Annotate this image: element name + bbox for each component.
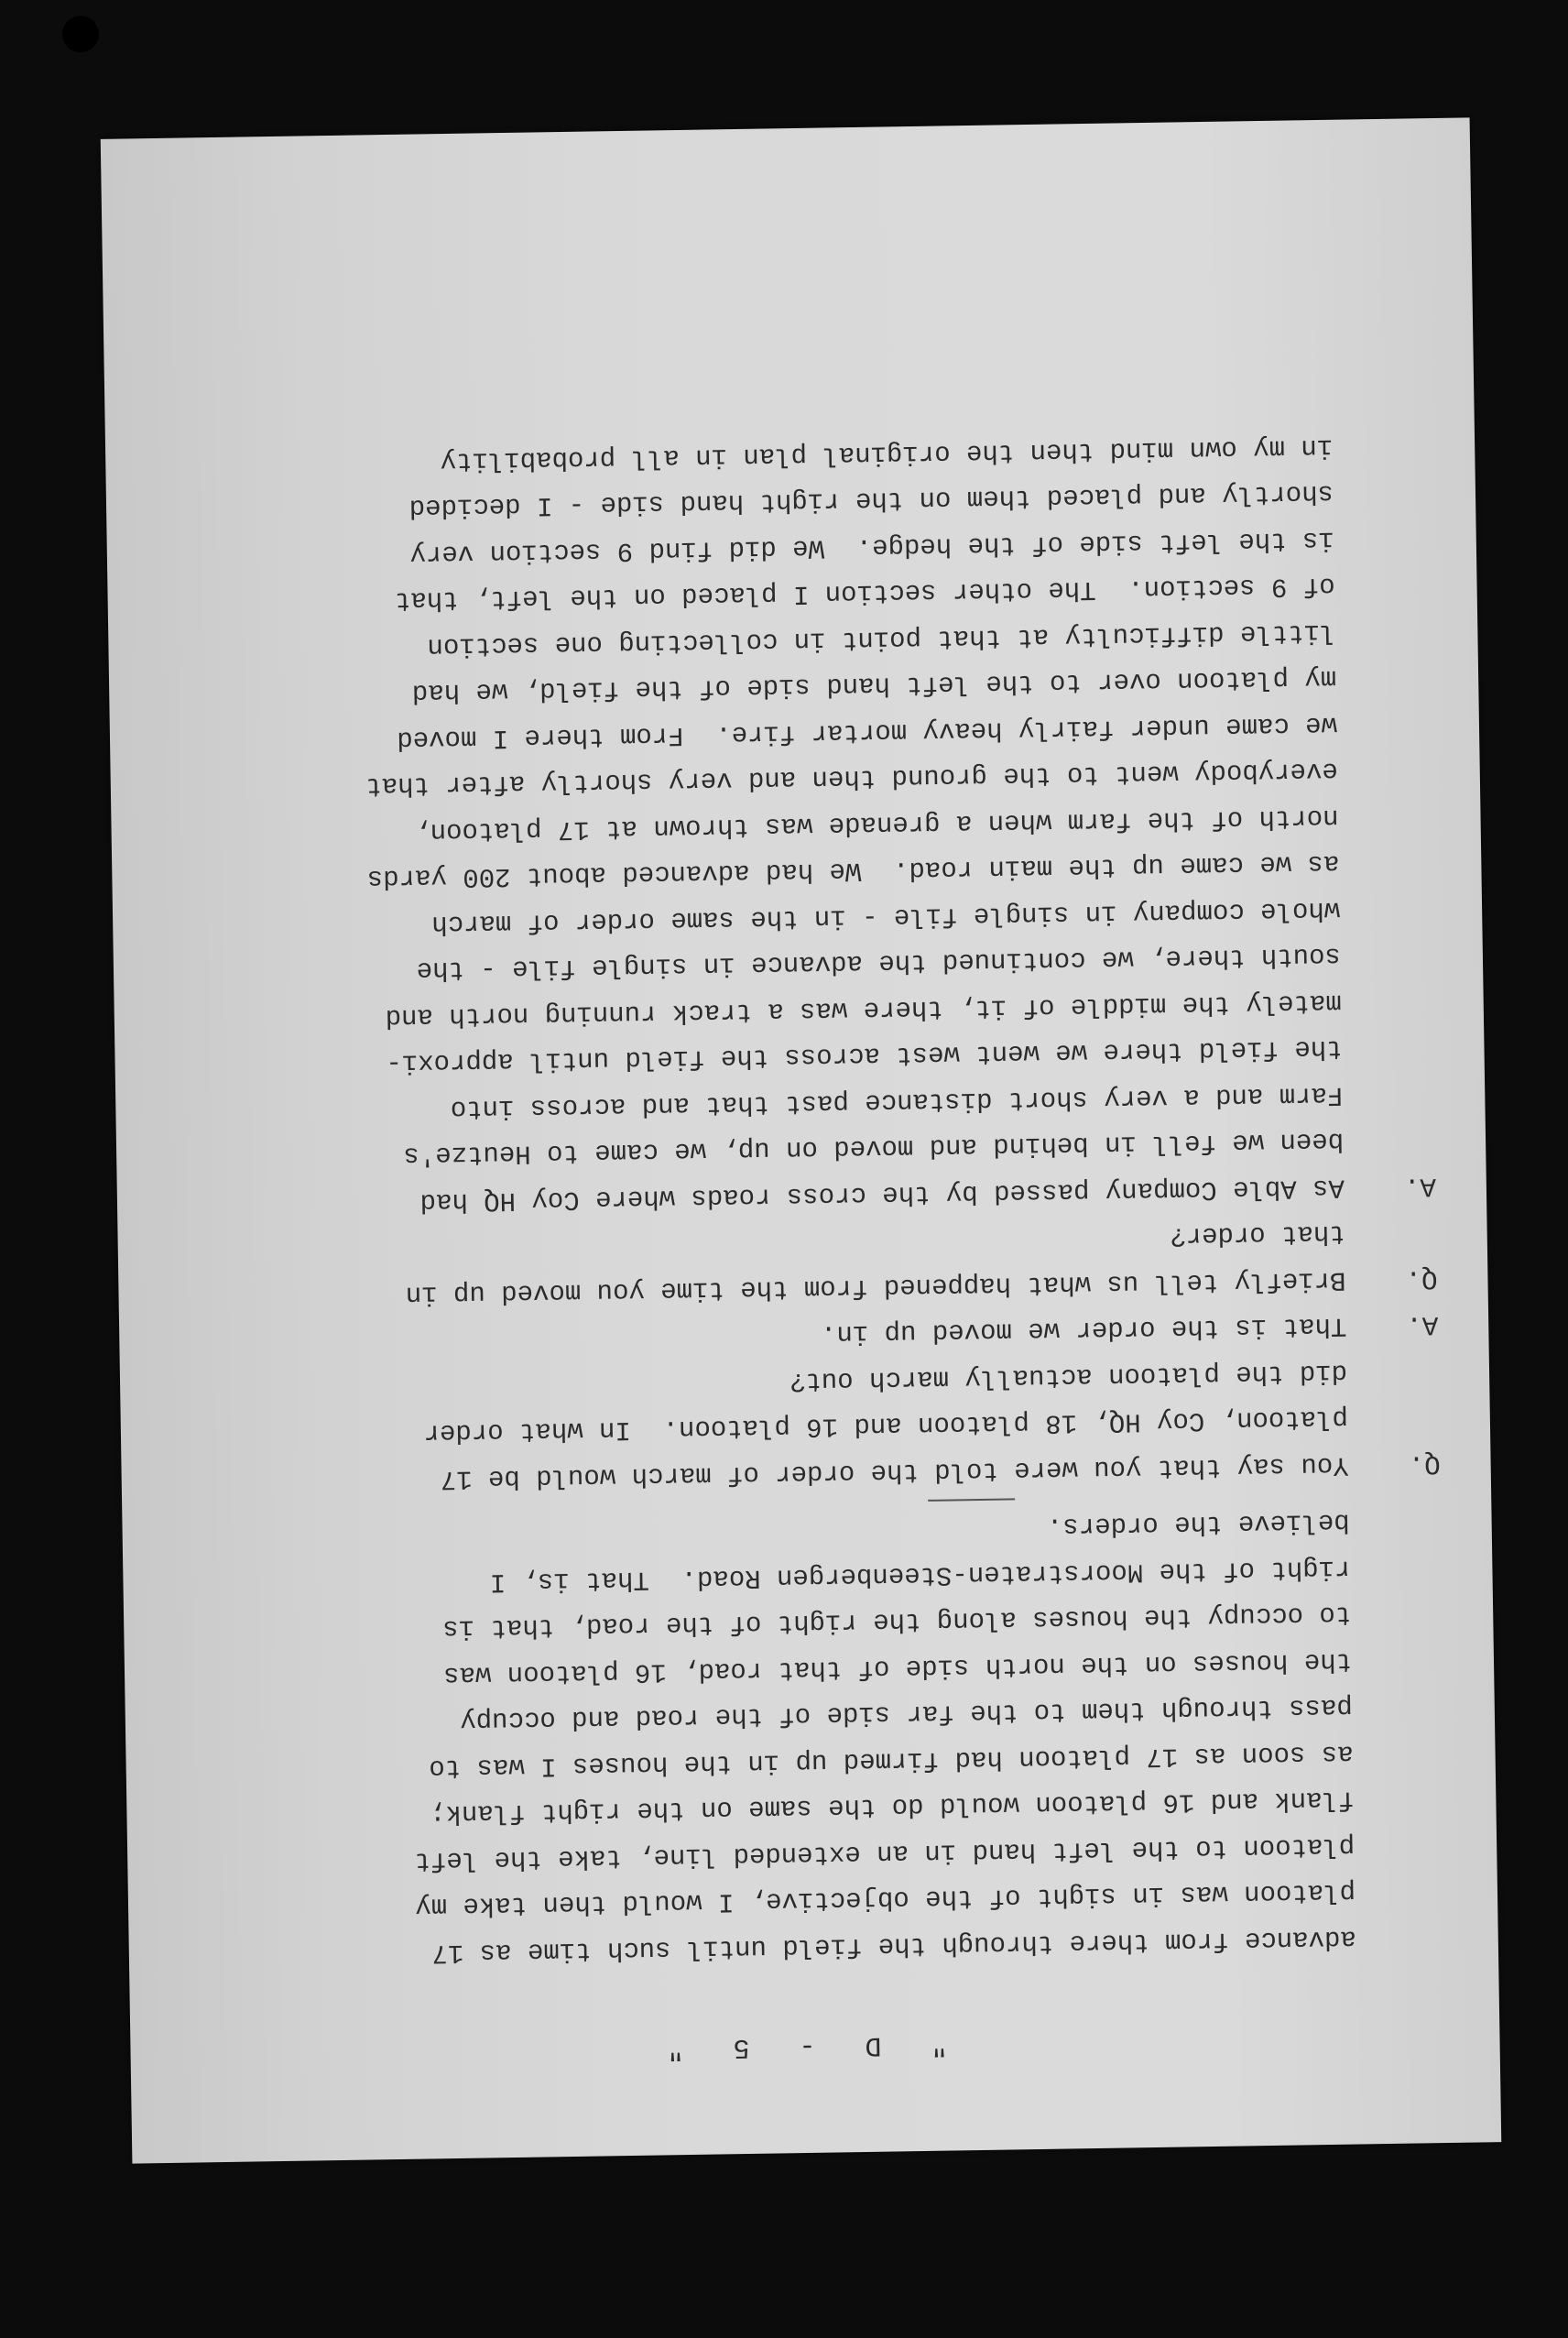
document-page: [101, 117, 1502, 2163]
text-line: As Able Company passed by the cross roads where Coy HQ had: [419, 1172, 1345, 1218]
text-line: of 9 section. The other section I placed on the left, that: [394, 571, 1335, 617]
text-line: we came under fairly heavy mortar fire. From there I moved: [397, 709, 1338, 755]
text-line: as we came up the main road. We had advanced about 200 yards: [366, 848, 1340, 894]
text-line: everybody went to the ground then and very shortly after that: [365, 756, 1338, 802]
text-line: in my own mind then the original plan in all probability: [440, 432, 1334, 477]
text-line: that order?: [1169, 1218, 1345, 1252]
text-line: is the left side of the hedge. We did find 9 section very: [409, 524, 1335, 570]
text-line: to occupy the houses along the right of the road, that is: [442, 1600, 1352, 1644]
text-line: little difficulty at that point in collecting one section: [427, 617, 1336, 662]
text-line: the field there we went west across the field until approxi-: [386, 1033, 1343, 1079]
text-line: the houses on the north side of that road, 16 platoon was: [442, 1645, 1353, 1691]
text-line: whole company in single file - in the same order of march: [431, 894, 1341, 940]
text-line: You say that you were told the order of march would be 17: [440, 1449, 1349, 1495]
separator-rule: [928, 1498, 1015, 1501]
question-block: [227, 1210, 1438, 1320]
intro-paragraph: [232, 1499, 1356, 1979]
text-line: Farm and a very short distance past that and across into: [450, 1079, 1344, 1125]
answer-block: [215, 423, 1437, 1228]
question-marker: Q.: [1408, 1448, 1441, 1480]
text-line: believe the orders.: [1046, 1507, 1350, 1543]
text-line: That is the order we moved up in.: [820, 1311, 1347, 1350]
text-line: right of the Moorstraten-Steenbergen Road. That is, I: [489, 1553, 1351, 1598]
text-line: platoon was in sight of the objective, I would then take my: [415, 1877, 1356, 1923]
punch-hole: [62, 16, 100, 53]
text-line: shortly and placed them on the right hand side - I decided: [408, 478, 1334, 524]
text-line: pass through them to the far side of the road and occupy: [460, 1692, 1354, 1737]
text-line: Briefly tell us what happened from the time you moved up in: [405, 1264, 1346, 1310]
answer-marker: A.: [1406, 1309, 1439, 1341]
page-number-header: " D - 5 ": [650, 2027, 948, 2064]
question-marker: Q.: [1405, 1263, 1438, 1295]
text-line: platoon, Coy HQ, 18 platoon and 16 platoon. In what order: [423, 1404, 1349, 1449]
page-content: [101, 117, 1502, 2163]
text-line: mately the middle of it, there was a track running north and: [385, 987, 1342, 1033]
text-line: been we fell in behind and moved on up, we came to Heutze's: [403, 1126, 1345, 1172]
text-line: north of the farm when a grenade was thrown at 17 platoon,: [414, 802, 1339, 847]
text-line: my platoon over to the left hand side of the field, we had: [411, 663, 1337, 709]
text-line: flank and 16 platoon would do the same on the right flank;: [429, 1785, 1355, 1830]
answer-marker: A.: [1403, 1171, 1437, 1202]
question-block: [230, 1349, 1441, 1505]
text-line: as soon as 17 platoon had firmed up in the houses I was to: [429, 1738, 1354, 1784]
text-line: platoon to the left hand in an extended line, take the left: [414, 1830, 1356, 1876]
text-line: did the platoon actually march out?: [789, 1357, 1348, 1397]
text-line: advance from there through the field until such time as 17: [431, 1923, 1357, 1969]
text-line: south there, we continued the advance in single file - the: [416, 941, 1342, 987]
